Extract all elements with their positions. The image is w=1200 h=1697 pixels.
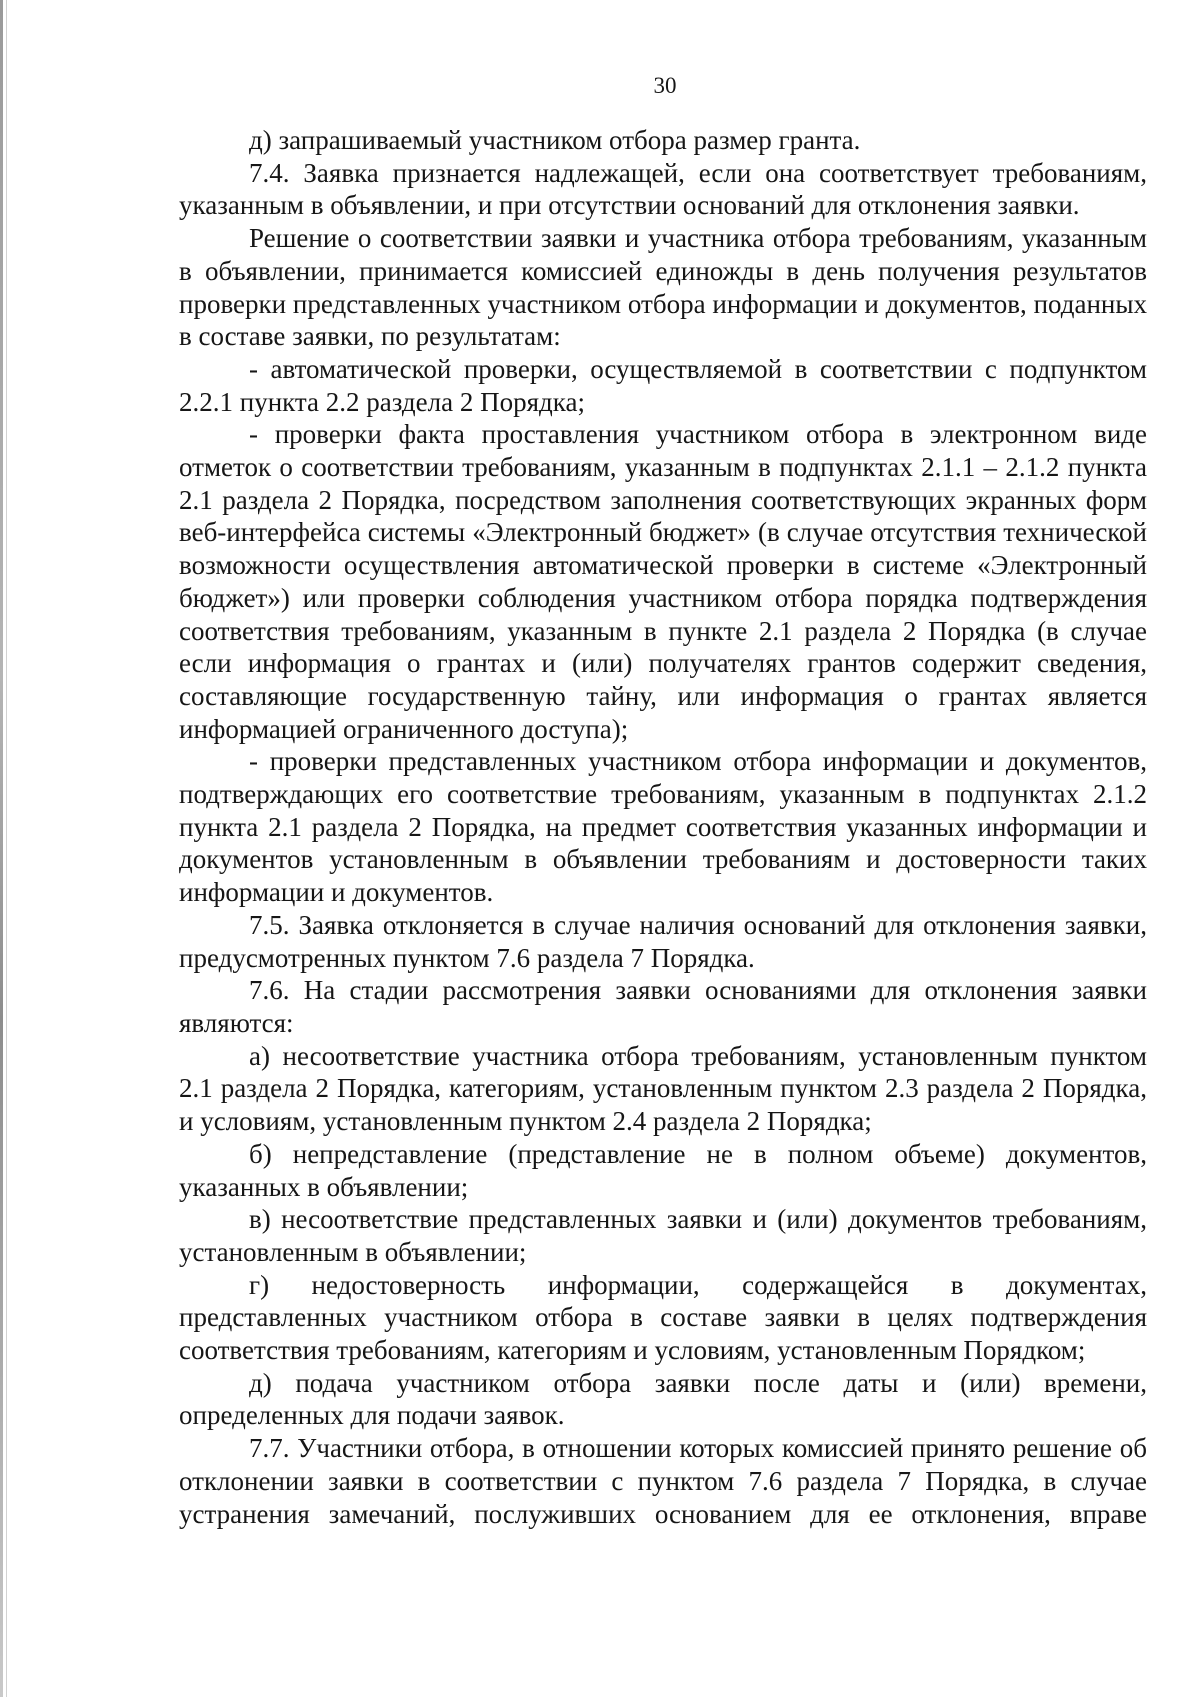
list-item-g: г) недостоверность информации, содержащейся в документах, представленных участником отбора в составе заявки в целях подтверждения соответствия требованиям, категориям и условиям, установленным Порядком;	[179, 1269, 1147, 1366]
list-item-d: д) подача участником отбора заявки после даты и (или) времени, определенных для подачи заявок.	[179, 1367, 1147, 1431]
paragraph-decision: Решение о соответствии заявки и участника отбора требованиям, указанным в объявлении, принимается комиссией единожды в день получения результатов проверки представленных участником отбора информации и документов, поданных в составе заявки, по результатам:	[179, 223, 1147, 352]
paragraph-7-6: 7.6. На стадии рассмотрения заявки основаниями для отклонения заявки являются:	[179, 975, 1147, 1038]
list-item-automatic-check: - автоматической проверки, осуществляемой в соответствии с подпунктом 2.2.1 пункта 2.2 раздела 2 Порядка;	[179, 353, 1147, 417]
scan-edge-line	[6, 0, 7, 1697]
list-item-a: а) несоответствие участника отбора требованиям, установленным пунктом 2.1 раздела 2 Порядка, категориям, установленным пунктом 2.3 раздела 2 Порядка, и условиям, установленным пунктом 2.4 раздела 2 Порядка;	[179, 1040, 1147, 1137]
scan-edge	[0, 0, 3, 1697]
paragraph-7-7: 7.7. Участники отбора, в отношении которых комиссией принято решение об отклонении заявки в соответствии с пунктом 7.6 раздела 7 Порядка, в случае устранения замечаний, послуживших основанием для ее отклонения, вправе	[179, 1433, 1147, 1529]
document-body	[179, 124, 1147, 1530]
paragraph-7-4: 7.4. Заявка признается надлежащей, если она соответствует требованиям, указанным в объявлении, и при отсутствии оснований для отклонения заявки.	[179, 157, 1147, 221]
paragraph-7-5: 7.5. Заявка отклоняется в случае наличия оснований для отклонения заявки, предусмотренных пунктом 7.6 раздела 7 Порядка.	[179, 909, 1147, 973]
page-number: 30	[653, 73, 677, 98]
list-item-b: б) непредставление (представление не в полном объеме) документов, указанных в объявлении;	[179, 1138, 1147, 1202]
list-item-marks-check: - проверки факта проставления участником отбора в электронном виде отметок о соответствии требованиям, указанным в подпунктах 2.1.1 – 2.1.2 пункта 2.1 раздела 2 Порядка, посредством заполнения соответствующих экранных форм веб-интерфейса системы «Электронный бюджет» (в случае отсутствия технической возможности осуществления автоматической проверки в системе «Электронный бюджет») или проверки соблюдения участником отбора порядка подтверждения соответствия требованиям, указанным в пункте 2.1 раздела 2 Порядка (в случае если информация о грантах и (или) получателях грантов содержит сведения, составляющие государственную тайну, или информация о грантах является информацией ограниченного доступа);	[179, 419, 1147, 744]
list-item-documents-check: - проверки представленных участником отбора информации и документов, подтверждающих его соответствие требованиям, указанным в подпунктах 2.1.2 пункта 2.1 раздела 2 Порядка, на предмет соответствия указанных информации и документов установленным в объявлении требованиям и достоверности таких информации и документов.	[179, 746, 1147, 908]
paragraph-item-d-grant-size: д) запрашиваемый участником отбора размер гранта.	[249, 125, 861, 155]
list-item-v: в) несоответствие представленных заявки и (или) документов требованиям, установленным в объявлении;	[179, 1204, 1147, 1267]
